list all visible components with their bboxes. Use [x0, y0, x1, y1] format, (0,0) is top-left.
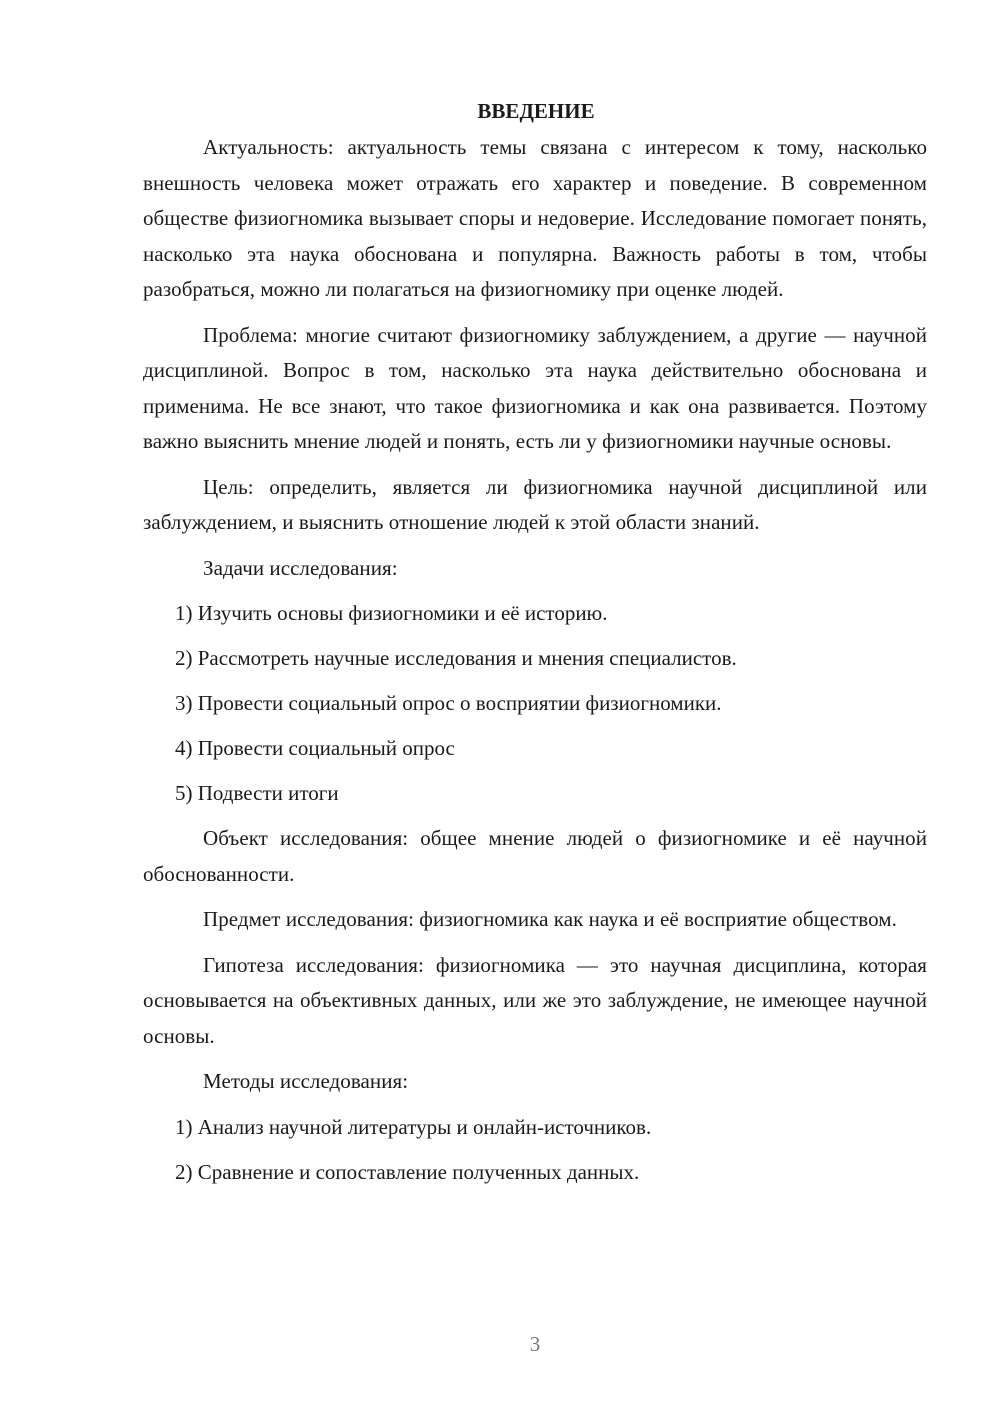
tasks-list — [143, 596, 927, 811]
list-item: 5) Подвести итоги — [175, 781, 339, 805]
list-item: 1) Изучить основы физиогномики и её историю. — [175, 601, 608, 625]
goal-paragraph: Цель: определить, является ли физиогномика научной дисциплиной или заблуждением, и выяснить отношение людей к этой области знаний. — [143, 474, 927, 534]
list-item: 4) Провести социальный опрос — [175, 736, 455, 760]
methods-title: Методы исследования: — [203, 1069, 409, 1093]
section-heading: ВВЕДЕНИЕ — [477, 99, 595, 123]
list-item: 1) Анализ научной литературы и онлайн-источников. — [175, 1114, 652, 1139]
page-number: 3 — [529, 1332, 541, 1356]
document-page — [143, 94, 927, 1200]
tasks-title: Задачи исследования: — [203, 555, 398, 580]
object-paragraph: Объект исследования: общее мнение людей о физиогномике и её научной обоснованности. — [143, 826, 927, 886]
methods-list — [143, 1110, 927, 1190]
list-item: 3) Провести социальный опрос о восприятии физиогномики. — [175, 691, 722, 715]
relevance-paragraph: Актуальность: актуальность темы связана с интересом к тому, насколько внешность человека может отражать его характер и поведение. В современном обществе физиогномика вызывает споры и недоверие. Исследование помогает понять, насколько эта наука обоснована и популярна. Важность работы в том, чтобы разобраться, можно ли полагаться на физиогномику при оценке людей. — [143, 135, 927, 301]
list-item: 2) Сравнение и сопоставление полученных данных. — [175, 1159, 640, 1184]
subject-paragraph: Предмет исследования: физиогномика как наука и её восприятие обществом. — [203, 907, 897, 931]
list-item: 2) Рассмотреть научные исследования и мнения специалистов. — [175, 646, 737, 670]
problem-paragraph: Проблема: многие считают физиогномику заблуждением, а другие — научной дисциплиной. Вопрос в том, насколько эта наука действительно обоснована и применима. Не все знают, что такое физиогномика и как она развивается. Поэтому важно выяснить мнение людей и понять, есть ли у физиогномики научные основы. — [143, 322, 927, 453]
hypothesis-paragraph: Гипотеза исследования: физиогномика — это научная дисциплина, которая основывается на объективных данных, или же это заблуждение, не имеющее научной основы. — [143, 952, 927, 1048]
